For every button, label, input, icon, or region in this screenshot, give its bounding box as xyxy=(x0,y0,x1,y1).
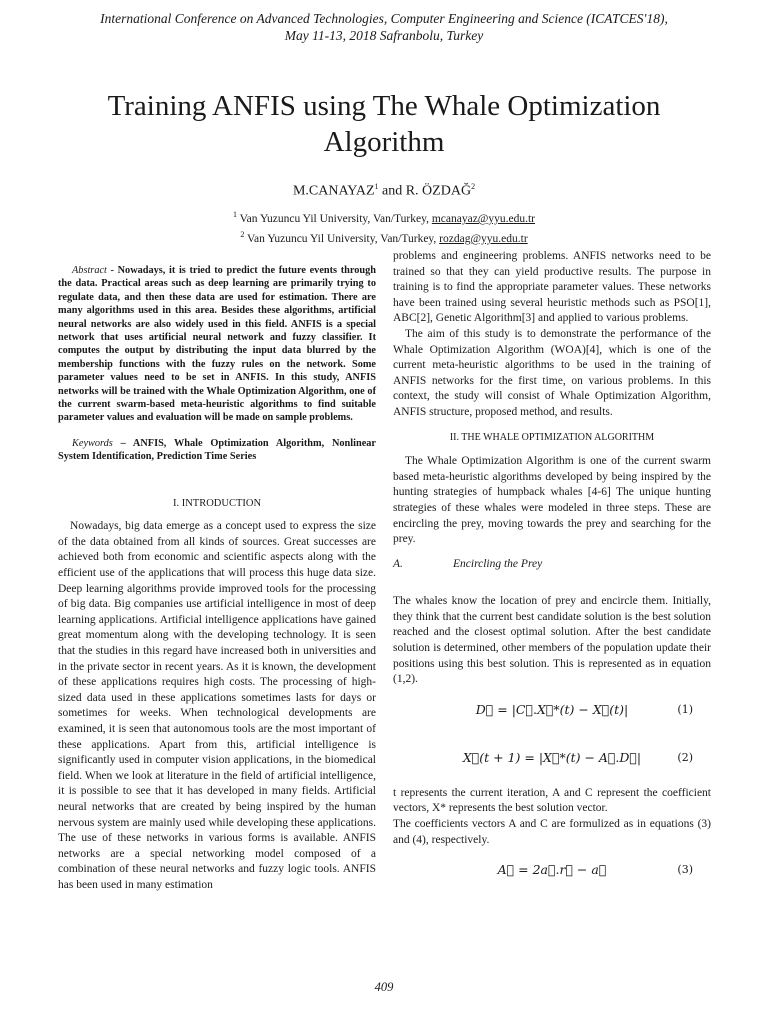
equation-1-number: (1) xyxy=(677,702,693,716)
right-column xyxy=(393,249,711,886)
equation-3-number: (3) xyxy=(677,863,693,877)
paper-title xyxy=(0,88,768,160)
abstract xyxy=(58,264,376,425)
section-heading-introduction: I. INTRODUCTION xyxy=(172,497,262,509)
affiliation-1-text: Van Yuzuncu Yil University, Van/Turkey, xyxy=(239,212,432,225)
author-2-superscript: 2 xyxy=(471,182,476,191)
right-paragraph-2: The aim of this study is to demonstrate the performance of the Whale Optimization Algorithm (WOA)[4], which is one of the current meta-heuristic algorithms to be used in the training of ANFIS networks for the first time, on various problems. In this context, the study will consist of Whale Optimization Algorithm, ANFIS structure, proposed method, and results. xyxy=(393,327,711,418)
affiliations xyxy=(0,207,768,247)
title-line-1: Training ANFIS using The Whale Optimization xyxy=(107,90,661,122)
author-1-superscript: 1 xyxy=(374,182,379,191)
keywords xyxy=(58,437,376,464)
author-list xyxy=(0,182,768,200)
section-heading-woa: II. THE WHALE OPTIMIZATION ALGORITHM xyxy=(449,431,655,443)
keywords-text: – ANFIS, Whale Optimization Algorithm, Nonlinear System Identification, Prediction Time Series xyxy=(58,437,376,463)
conference-line-1: International Conference on Advanced Technologies, Computer Engineering and Science (ICATCES'18), xyxy=(100,11,668,26)
affiliation-1-email-link[interactable]: mcanayaz@yyu.edu.tr xyxy=(431,212,536,225)
title-line-2: Algorithm xyxy=(323,126,445,158)
author-1: M.CANAYAZ xyxy=(292,183,375,199)
affiliation-2-email-link[interactable]: rozdag@yyu.edu.tr xyxy=(439,232,528,245)
equation-1 xyxy=(393,702,711,726)
subsection-letter: A. xyxy=(393,557,403,570)
subsection-title: Encircling the Prey xyxy=(453,557,543,570)
equation-1-expression: D⃗ = |C⃗.X⃗*(t) − X⃗(t)| xyxy=(475,701,629,717)
right-paragraph-1: problems and engineering problems. ANFIS networks need to be trained so that they can yield productive results. The purpose in training is to find the appropriate parameter values. These networks have been trained using several heuristic methods such as PSO[1], ABC[2], Genetic Algorithm[3] and applied to various problems. xyxy=(393,250,711,325)
iteration-paragraph: t represents the current iteration, A and C represent the coefficient vectors, X* represents the best solution vector. xyxy=(393,786,711,815)
affiliation-1 xyxy=(0,207,768,227)
subsection-heading-encircling xyxy=(393,557,711,573)
affiliation-2-text: Van Yuzuncu Yil University, Van/Turkey, xyxy=(246,232,440,245)
abstract-label: Abstract xyxy=(72,265,107,276)
page-number: 409 xyxy=(374,980,394,994)
conference-header xyxy=(0,10,768,44)
keywords-label: Keywords xyxy=(72,437,113,449)
equation-2-number: (2) xyxy=(677,750,693,764)
coefficient-paragraph: The coefficients vectors A and C are formulized as in equations (3) and (4), respectively. xyxy=(393,818,711,846)
affiliation-2-superscript: 2 xyxy=(240,229,245,239)
abstract-text: - Nowadays, it is tried to predict the future events through the data. Practical areas such as deep learning are primarily trying to regulate data, and then these data are used for estimation. There are many algorithms used in this area. Besides these algorithms, artificial neural networks are also widely used in this field. ANFIS is a special network that uses artificial neural network and fuzzy classifier. It computes the output by distributing the input data blurred by the membership functions with the fuzzy rules on the network. Some parameter values need to be set in ANFIS. In this study, ANFIS networks will be trained with the Whale Optimization Algorithm, one of the current swarm-based meta-heuristic algorithms to find suitable parameter values and evaluation will be made on sample problems. xyxy=(58,265,376,424)
conference-line-2: May 11-13, 2018 Safranbolu, Turkey xyxy=(284,28,484,43)
equation-2 xyxy=(393,750,711,774)
introduction-paragraph: Nowadays, big data emerge as a concept used to express the size of the data obtained from all kinds of sources. Great successes are achieved both from economic and scientific aspects along with the efficient use of the applications that will process this huge data size. Deep learning algorithms provide improved tools for the processing of big data. Big companies use artificial intelligence in most of deep learning applications. Artificial intelligence applications have gained great momentum along with the developing technology. It is seen that the studies in this regard have increased both in universities and in the private sector in recent years. As it is known, the development of these applications requires high costs. The processing of high-sized data used in these applications sometimes lasts for days or sometimes for weeks. When technological developments are examined, it is seen that autonomous tools are the most important of these applications. Apart from this, artificial intelligence is significantly used in computer vision applications, in the biomedical field. When we look at literature in the field of artificial intelligence, it is possible to see that it has developed in many fields. Artificial neural networks that are created by being inspired by the human nervous system are mainly used while developing these applications. The use of these networks in various forms is available. ANFIS networks are a special networking model composed of a combination of these neural networks and fuzzy logic tools. ANFIS has been used in many estimation xyxy=(58,520,376,891)
affiliation-1-superscript: 1 xyxy=(232,210,237,219)
equation-3-expression: A⃗ = 2a⃗.r⃗ − a⃗ xyxy=(497,862,607,878)
encircling-paragraph: The whales know the location of prey and encircle them. Initially, they think that the current best candidate solution is the best solution reached and the closest optimal solution. After the best candidate solution is determined, other members of the population update their positions using this best solution. This is represented as in equation (1,2). xyxy=(393,595,711,686)
affiliation-2 xyxy=(0,227,768,247)
author-conjunction: and xyxy=(378,183,406,199)
left-column xyxy=(58,264,376,894)
woa-paragraph: The Whale Optimization Algorithm is one of the current swarm based meta-heuristic algorithms developed by being inspired by the hunting strategies of humpback whales [4-6] The unique hunting strategies of these whales were modeled in three steps. These are encircling the prey, moving towards the prey and searching for the prey. xyxy=(393,455,711,546)
equation-3 xyxy=(393,862,711,886)
equation-2-expression: X⃗(t + 1) = |X⃗*(t) − A⃗.D⃗| xyxy=(462,749,642,765)
author-2: R. ÖZDAĞ xyxy=(405,183,472,199)
